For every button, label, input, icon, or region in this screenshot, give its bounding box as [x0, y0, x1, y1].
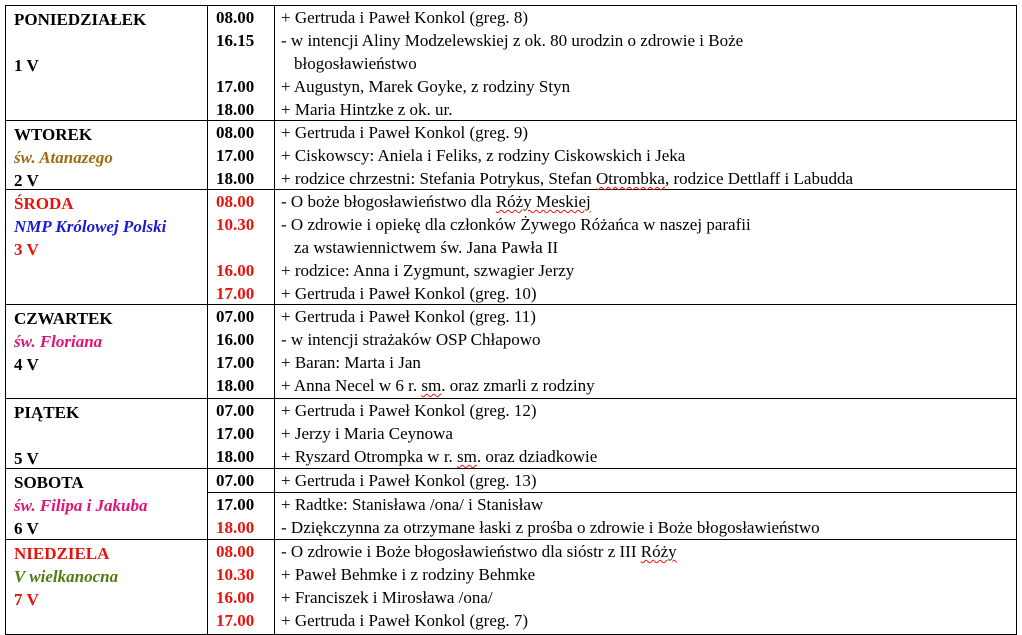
- mass-intention: błogosławieństwo: [294, 54, 417, 73]
- mass-intention: + Gertruda i Paweł Konkol (greg. 11): [281, 307, 536, 326]
- day-date: 6 V: [14, 519, 39, 538]
- day-name: CZWARTEK: [14, 309, 113, 328]
- mass-intention: + Ryszard Otrompka w r. sm. oraz dziadkowie: [281, 447, 598, 466]
- mass-intention: + rodzice chrzestni: Stefania Potrykus, Stefan Otrombka, rodzice Dettlaff i Labudda: [281, 169, 853, 188]
- mass-time: 18.00: [216, 169, 255, 188]
- mass-time: 08.00: [216, 192, 255, 211]
- mass-intention: + Anna Necel w 6 r. sm. oraz zmarli z rodziny: [281, 376, 595, 395]
- mass-intention: + Gertruda i Paweł Konkol (greg. 10): [281, 284, 537, 303]
- mass-time: 18.00: [216, 376, 255, 395]
- mass-intention: - O zdrowie i Boże błogosławieństwo dla sióstr z III Róży: [281, 542, 677, 561]
- day-name: ŚRODA: [14, 194, 74, 213]
- mass-intention: + Paweł Behmke i z rodziny Behmke: [281, 565, 536, 584]
- day-cell: [6, 305, 208, 398]
- intention-cell: [275, 399, 1016, 468]
- mass-intention: + Ciskowscy: Aniela i Feliks, z rodziny Ciskowskich i Jeka: [281, 146, 686, 165]
- time-cell: [208, 399, 275, 468]
- mass-time: 17.00: [216, 424, 255, 443]
- mass-intention: + Baran: Marta i Jan: [281, 353, 421, 372]
- mass-time: 16.00: [216, 588, 255, 607]
- mass-time: 08.00: [216, 123, 255, 142]
- mass-time: 17.00: [216, 495, 255, 514]
- day-saint: św. Atanazego: [14, 148, 113, 167]
- intention-cell: [275, 469, 1016, 539]
- mass-time: 16.00: [216, 330, 255, 349]
- mass-intention: + Gertruda i Paweł Konkol (greg. 8): [281, 8, 529, 27]
- mass-intention: + rodzice: Anna i Zygmunt, szwagier Jerzy: [281, 261, 575, 280]
- day-cell: [6, 540, 208, 634]
- day-cell: [6, 469, 208, 539]
- mass-time: 17.00: [216, 611, 255, 630]
- mass-time: 17.00: [216, 146, 255, 165]
- mass-time: 18.00: [216, 100, 255, 119]
- mass-intention: + Maria Hintzke z ok. ur.: [281, 100, 453, 119]
- time-cell: [208, 6, 275, 120]
- day-date: 4 V: [14, 355, 39, 374]
- day-row-wednesday: [6, 190, 1016, 305]
- mass-intention: - O boże błogosławieństwo dla Róży Meskiej: [281, 192, 591, 211]
- mass-intention: + Radtke: Stanisława /ona/ i Stanisław: [281, 495, 544, 514]
- day-cell: [6, 6, 208, 120]
- day-saint: V wielkanocna: [14, 567, 119, 586]
- time-cell: [208, 305, 275, 398]
- mass-intention: - Dziękczynna za otrzymane łaski z prośba o zdrowie i Boże błogosławieństwo: [281, 518, 820, 537]
- mass-intention: za wstawiennictwem św. Jana Pawła II: [294, 238, 559, 257]
- mass-time: 08.00: [216, 542, 255, 561]
- mass-time: 18.00: [216, 518, 255, 537]
- mass-time: 16.00: [216, 261, 255, 280]
- day-date: 2 V: [14, 171, 39, 190]
- day-name: NIEDZIELA: [14, 544, 110, 563]
- mass-intention: + Franciszek i Mirosława /ona/: [281, 588, 493, 607]
- time-cell: [208, 121, 275, 189]
- mass-intention: + Jerzy i Maria Ceynowa: [281, 424, 453, 443]
- mass-time: 18.00: [216, 447, 255, 466]
- intention-cell: [275, 6, 1016, 120]
- day-name: SOBOTA: [14, 473, 84, 492]
- intention-cell: [275, 540, 1016, 634]
- time-cell: [208, 469, 275, 539]
- day-date: 3 V: [14, 240, 39, 259]
- day-date: 1 V: [14, 56, 39, 75]
- mass-intention: - O zdrowie i opiekę dla członków Żywego Różańca w naszej parafii: [281, 215, 751, 234]
- day-cell: [6, 121, 208, 189]
- day-row-saturday: [6, 469, 1016, 540]
- mass-intention: - w intencji Aliny Modzelewskiej z ok. 80 urodzin o zdrowie i Boże: [281, 31, 744, 50]
- intention-cell: [275, 190, 1016, 304]
- mass-intention: - w intencji strażaków OSP Chłapowo: [281, 330, 541, 349]
- mass-time: 17.00: [216, 77, 255, 96]
- day-saint: św. Filipa i Jakuba: [14, 496, 148, 515]
- mass-intention: + Gertruda i Paweł Konkol (greg. 7): [281, 611, 529, 630]
- mass-schedule-table: [5, 5, 1017, 635]
- day-row-thursday: [6, 305, 1016, 399]
- day-row-friday: [6, 399, 1016, 469]
- day-saint: NMP Królowej Polski: [14, 217, 167, 236]
- mass-time: 16.15: [216, 31, 255, 50]
- time-cell: [208, 540, 275, 634]
- mass-intention: + Augustyn, Marek Goyke, z rodziny Styn: [281, 77, 571, 96]
- day-row-tuesday: [6, 121, 1016, 190]
- mass-time: 17.00: [216, 284, 255, 303]
- day-name: WTOREK: [14, 125, 93, 144]
- mass-intention: + Gertruda i Paweł Konkol (greg. 13): [275, 469, 1016, 493]
- day-cell: [6, 190, 208, 304]
- mass-time: 07.00: [216, 307, 255, 326]
- mass-time: 17.00: [216, 353, 255, 372]
- mass-time: 10.30: [216, 215, 255, 234]
- day-name: PIĄTEK: [14, 403, 80, 422]
- intention-cell: [275, 121, 1016, 189]
- day-date: 7 V: [14, 590, 39, 609]
- day-row-monday: [6, 6, 1016, 121]
- mass-time: 07.00: [216, 401, 255, 420]
- intention-cell: [275, 305, 1016, 398]
- time-cell: [208, 190, 275, 304]
- mass-intention: + Gertruda i Paweł Konkol (greg. 9): [281, 123, 529, 142]
- mass-time: 10.30: [216, 565, 255, 584]
- day-name: PONIEDZIAŁEK: [14, 10, 147, 29]
- day-row-sunday: [6, 540, 1016, 634]
- mass-time: 07.00: [208, 469, 274, 493]
- mass-time: 08.00: [216, 8, 255, 27]
- day-cell: [6, 399, 208, 468]
- day-saint: św. Floriana: [14, 332, 103, 351]
- mass-intention: + Gertruda i Paweł Konkol (greg. 12): [281, 401, 537, 420]
- day-date: 5 V: [14, 449, 39, 468]
